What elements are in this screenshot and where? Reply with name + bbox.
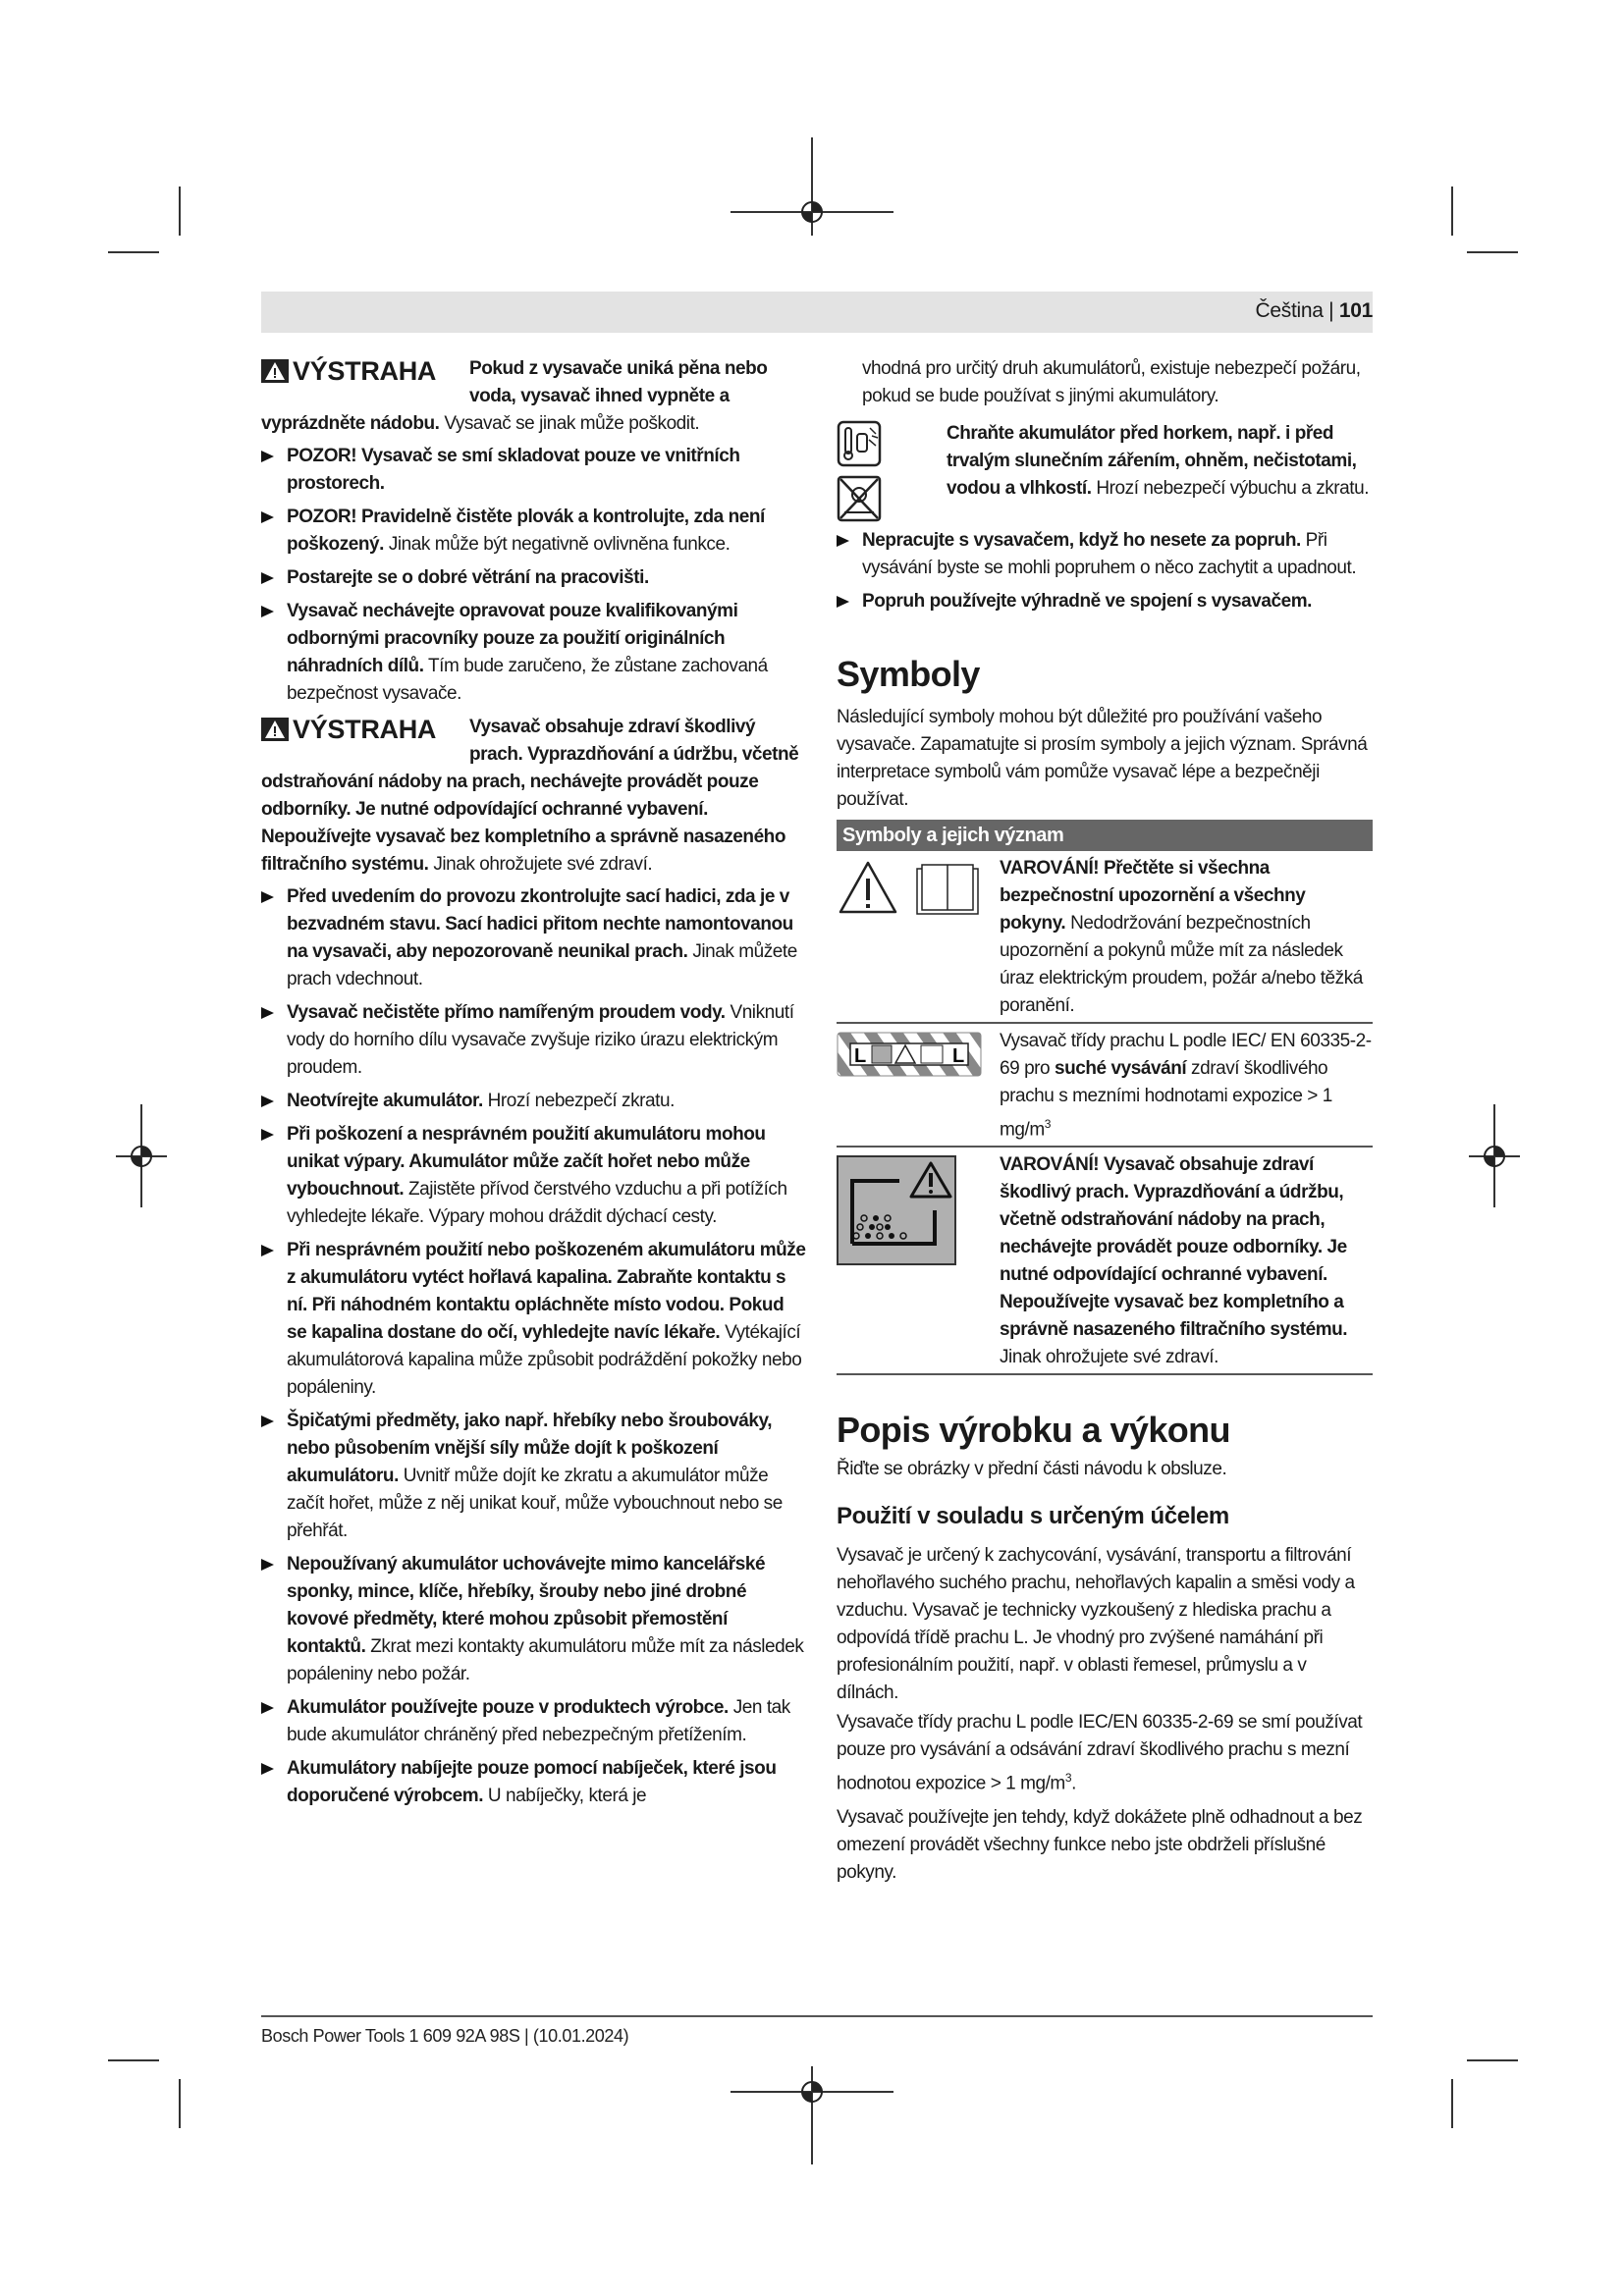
symbols-intro: Následující symboly mohou být důležité pro používání vašeho vysavače. Zapamatujte si prosím symboly a jejich význam. Správná interpretace symbolů vám pomůže vysavač lépe a bezpečněji používat. [837,707,1368,810]
bullet-arrow-icon [261,1007,274,1019]
page-number: 101 [1338,299,1373,322]
list-item-bold: Nepoužívaný akumulátor uchovávejte mimo kancelářské sponky, mince, klíče, hřebíky, šrouby nebo jiné drobné kovové předměty, které mohou způsobit přemostění kontaktů. [287,1554,766,1657]
symbol-description-bold: VAROVÁNÍ! Přečtěte si všechna bezpečnostní upozornění a všechny pokyny. [1000,858,1306,934]
registration-mark-icon [1480,1142,1509,1171]
list-item-bold: Postarejte se o dobré větrání na pracovišti. [287,567,649,588]
superscript: 3 [1044,1117,1051,1131]
list-item-bold: Akumulátory nabíjejte pouze pomocí nabíječek, které jsou doporučené výrobcem. [287,1758,777,1806]
warning-label: VÝSTRAHA [293,356,437,386]
list-item-text: Uvnitř může dojít ke zkratu a akumulátor může začít hořet, může z něj unikat kouř, může vybouchnout nebo se přehřát. [287,1466,783,1541]
registration-mark-icon [797,2077,827,2107]
list-item-bold: POZOR! Pravidelně čistěte plovák a kontrolujte, zda není poškozený. [287,507,765,555]
left-column [261,355,807,1816]
symbol-description-bold: suché vysávání [1055,1058,1187,1079]
safety-list [261,443,807,708]
bullet-arrow-icon [837,535,849,547]
symbols-table-row [837,851,1373,1024]
bullet-arrow-icon [261,1763,274,1775]
list-item-bold: Nepracujte s vysavačem, když ho nesete za popruh. [862,530,1301,551]
no-water-icon [837,475,882,522]
heat-warning [837,420,1373,522]
list-item-bold: POZOR! Vysavač se smí skladovat pouze ve vnitřních prostorech. [287,446,740,494]
header-language: Čeština [1255,299,1324,322]
dust-class-l-icon [837,1032,984,1077]
list-item [261,883,807,993]
symbols-table-header: Symboly a jejich význam [837,820,1373,851]
bullet-arrow-icon [261,1245,274,1256]
warning-read-manual-icon [837,859,984,918]
warning-label: VÝSTRAHA [293,715,437,744]
safety-list [837,527,1373,615]
list-item-text: Zajistěte přívod čerstvého vzduchu a při potížích vyhledejte lékaře. Výpary mohou dráždit dýchací cesty. [287,1179,787,1227]
bullet-arrow-icon [261,511,274,523]
list-item-bold: Špičatými předměty, jako např. hřebíky nebo šroubováky, nebo působením vnější síly může dojít k poškození akumulátoru. [287,1411,773,1486]
symbols-heading: Symboly [837,654,980,694]
symbol-description-bold: VAROVÁNÍ! Vysavač obsahuje zdraví škodlivý prach. Vyprazdňování a údržbu, včetně odstraňování nádoby na prach, nechávejte provádět pouze odborníky. Je nutné odpovídající ochranné vybavení. Nepoužívejte vysavač bez kompletního a správně nasazeného filtračního systému. [1000,1154,1348,1341]
bullet-arrow-icon [261,1129,274,1141]
symbols-table-row [837,1024,1373,1148]
list-item-bold: Vysavač nečistěte přímo namířeným proudem vody. [287,1002,726,1023]
heat-sun-icon [837,420,882,467]
header-separator: | [1323,299,1339,322]
intended-use-text-part: Vysavače třídy prachu L podle IEC/EN 60335-2-69 se smí používat pouze pro vysávání a odsávání zdraví škodlivého prachu s mezní hodnotou expozice > 1 mg/m [837,1712,1363,1794]
heat-warning-bold: Chraňte akumulátor před horkem, např. i před trvalým slunečním zářením, ohněm, nečistotami, vodou a vlhkostí. [947,423,1357,499]
intended-use-text [837,1709,1373,1797]
list-item [261,1088,807,1115]
crop-mark [1451,187,1453,236]
safety-list [261,883,807,1810]
bullet-arrow-icon [261,606,274,617]
bullet-arrow-icon [261,451,274,462]
symbol-description: Nedodržování bezpečnostních upozornění a pokynů může mít za následek úraz elektrickým proudem, požár a/nebo těžká poranění. [1000,913,1363,1016]
list-item-bold: Neotvírejte akumulátor. [287,1091,483,1111]
warning-block [261,355,807,438]
list-item [261,598,807,708]
page-header-bar [261,292,1373,333]
warning-text-bold: Vysavač obsahuje zdraví škodlivý prach. Vyprazdňování a údržbu, včetně odstraňování nádoby na prach, nechávejte provádět pouze odborníky. Je nutné odpovídající ochranné vybavení. Nepoužívejte vysavač bez kompletního a správně nasazeného filtračního systému. [261,717,799,875]
warning-text: Vysavač se jinak může poškodit. [439,413,700,434]
symbol-description: Jinak ohrožujete své zdraví. [1000,1347,1218,1368]
list-item [261,1121,807,1231]
symbol-description: zdraví škodlivého prachu s mezními hodnotami expozice > 1 mg/m [1000,1058,1332,1141]
intended-use-text: Vysavač je určený k zachycování, vysávání, transportu a filtrování nehořlavého suchého prachu, nehořlavých kapalin a směsi vody a vzduchu. Vysavač je technicky vyzkoušený z hlediska prachu a odpovídá třídě prachu L. Je vhodný pro zvýšené namáhání při profesionálním použití, např. v oblasti řemesel, průmyslu a v dílnách. [837,1545,1355,1704]
list-item-bold: Popruh používejte výhradně ve spojení s vysavačem. [862,591,1312,612]
list-item-text: Jen tak bude akumulátor chráněný před nebezpečným přetížením. [287,1697,790,1745]
right-column [837,355,1373,1887]
bullet-arrow-icon [261,1415,274,1427]
bullet-arrow-icon [261,1559,274,1571]
list-item [261,1694,807,1749]
product-heading: Popis výrobku a výkonu [837,1410,1230,1451]
crop-mark [108,251,159,253]
list-item [261,1551,807,1688]
hazardous-dust-icon [837,1155,956,1265]
svg-text:L: L [952,1045,964,1067]
list-item-text: Hrozí nebezpečí zkratu. [482,1091,675,1111]
crop-mark [108,2059,159,2061]
list-item-text: U nabíječky, která je [483,1786,647,1806]
warning-text: Jinak ohrožujete své zdraví. [428,854,653,875]
intended-use-heading: Použití v souladu s určeným účelem [837,1503,1229,1530]
warning-icon [261,359,289,383]
list-item [837,588,1373,615]
bullet-arrow-icon [261,1095,274,1107]
intended-use-text-end: . [1071,1773,1076,1794]
bullet-arrow-icon [261,1702,274,1714]
list-item [261,1237,807,1402]
intended-use-text: Vysavač používejte jen tehdy, když dokážete plně odhadnout a bez omezení provádět všechny funkce nebo jste obdrželi příslušné pokyny. [837,1806,1363,1883]
continuation-text: vhodná pro určitý druh akumulátorů, existuje nebezpečí požáru, pokud se bude používat s jinými akumulátory. [862,358,1361,406]
product-intro: Řiďte se obrázky v přední části návodu k obsluze. [837,1459,1227,1480]
crop-mark [179,2079,181,2128]
list-item [261,564,807,592]
list-item [261,999,807,1082]
list-item-bold: Akumulátor používejte pouze v produktech výrobce. [287,1697,729,1718]
list-item [261,1755,807,1810]
crop-mark [1451,2079,1453,2128]
list-item [261,1408,807,1545]
bullet-arrow-icon [261,891,274,903]
registration-mark-icon [127,1142,156,1171]
list-item-text: Při vysávání byste se mohli popruhem o něco zachytit a upadnout. [862,530,1357,578]
symbol-description: Vysavač třídy prachu L podle IEC/ EN 60335-2-69 pro [1000,1031,1372,1079]
list-item-bold: Při nesprávném použití nebo poškozeném akumulátoru může z akumulátoru vytéct hořlavá kapalina. Zabraňte kontaktu s ní. Při náhodném kontaktu opláchněte místo vodou. Pokud se kapalina dostane do očí, vyhledejte navíc lékaře. [287,1240,806,1343]
list-item-text: Vniknutí vody do horního dílu vysavače zvyšuje riziko úrazu elektrickým proudem. [287,1002,794,1078]
page-header [1256,299,1373,323]
list-item-bold: Před uvedením do provozu zkontrolujte sací hadici, zda je v bezvadném stavu. Sací hadici přitom nechte namontovanou na vysavači, aby nepozorovaně neunikal prach. [287,886,793,962]
list-item-text: Jinak můžete prach vdechnout. [287,941,797,989]
list-item [261,443,807,498]
list-item-text: Vytékající akumulátorová kapalina může způsobit podráždění pokožky nebo popáleniny. [287,1322,802,1398]
list-item-text: Jinak může být negativně ovlivněna funkce. [383,534,731,555]
symbols-table-row [837,1148,1373,1375]
superscript: 3 [1064,1771,1072,1786]
crop-mark [1467,251,1518,253]
list-item-bold: Vysavač nechávejte opravovat pouze kvalifikovanými odbornými pracovníky pouze za použití originálních náhradních dílů. [287,601,738,676]
bullet-arrow-icon [261,572,274,584]
crop-mark [179,187,181,236]
list-item-bold: Při poškození a nesprávném použití akumulátoru mohou unikat výpary. Akumulátor může začít hořet nebo může vybouchnout. [287,1124,766,1200]
list-item-text: Zkrat mezi kontakty akumulátoru může mít za následek popáleniny nebo požár. [287,1636,804,1684]
list-item [837,527,1373,582]
list-item-text: Tím bude zaručeno, že zůstane zachovaná bezpečnost vysavače. [287,656,768,704]
registration-mark-icon [797,197,827,227]
bullet-arrow-icon [837,596,849,608]
warning-icon [261,718,289,741]
warning-text-bold: Pokud z vysavače uniká pěna nebo voda, vysavač ihned vypněte a vyprázdněte nádobu. [261,358,768,434]
heat-warning-text: Hrozí nebezpečí výbuchu a zkratu. [1091,478,1370,499]
page-footer: Bosch Power Tools 1 609 92A 98S | (10.01.2024) [261,2026,629,2046]
warning-block [261,714,807,879]
list-item [261,504,807,559]
crop-mark [1467,2059,1518,2061]
footer-divider [261,2015,1373,2017]
svg-text:L: L [854,1045,866,1067]
